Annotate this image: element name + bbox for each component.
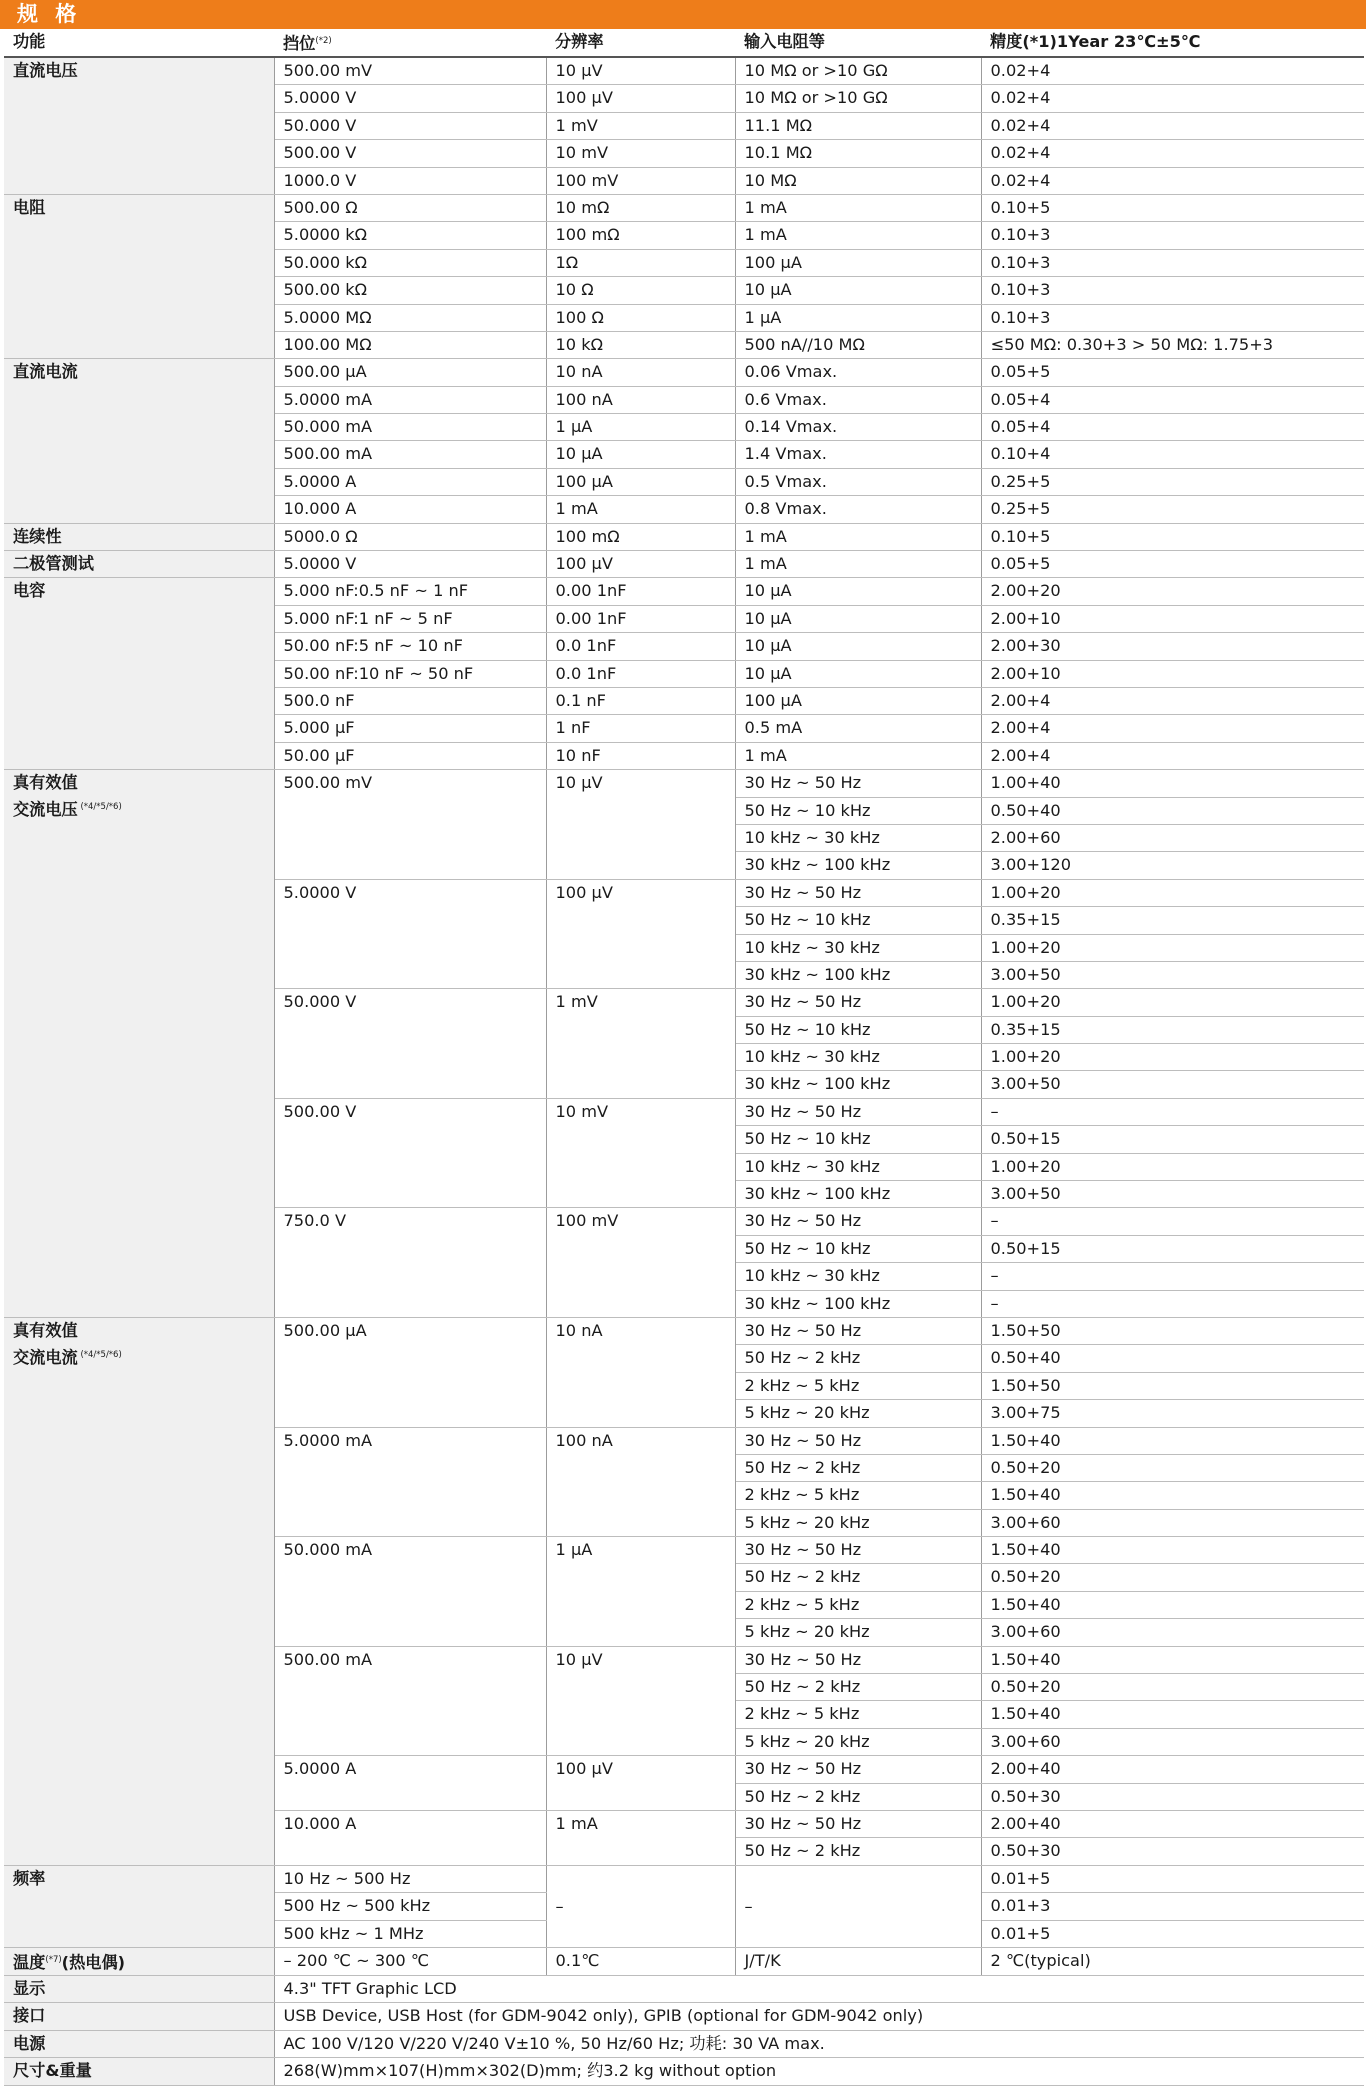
accuracy-cell: 0.02+4 xyxy=(981,140,1364,167)
range-cell: 50.000 kΩ xyxy=(274,249,546,276)
accuracy-cell: 3.00+60 xyxy=(981,1509,1364,1536)
accuracy-cell: 3.00+75 xyxy=(981,1400,1364,1427)
accuracy-cell: 2.00+10 xyxy=(981,605,1364,632)
resolution-cell: 1 mA xyxy=(546,496,735,523)
range-cell: 10.000 A xyxy=(274,1811,546,1866)
resolution-cell: 100 μA xyxy=(546,468,735,495)
resolution-cell: 10 nF xyxy=(546,742,735,769)
input-cell: 1 mA xyxy=(735,551,981,578)
frequency-cell: 50 Hz ~ 2 kHz xyxy=(735,1454,981,1481)
accuracy-cell: – xyxy=(981,1208,1364,1235)
input-cell: 0.6 Vmax. xyxy=(735,386,981,413)
resolution-cell: 100 nA xyxy=(546,386,735,413)
accuracy-cell: 0.10+3 xyxy=(981,277,1364,304)
header-accuracy: 精度(*1)1Year 23℃±5℃ xyxy=(981,29,1364,57)
accuracy-cell: – xyxy=(981,1263,1364,1290)
range-cell: 500 kHz ~ 1 MHz xyxy=(274,1920,546,1947)
frequency-cell: 30 Hz ~ 50 Hz xyxy=(735,1646,981,1673)
resolution-cell: 100 μV xyxy=(546,551,735,578)
page-title: 规 格 xyxy=(17,2,82,26)
accuracy-cell: 2.00+4 xyxy=(981,687,1364,714)
table-row xyxy=(4,2030,1364,2057)
input-cell: 1 mA xyxy=(735,194,981,221)
range-cell: 500.00 Ω xyxy=(274,194,546,221)
accuracy-cell: 1.50+40 xyxy=(981,1591,1364,1618)
range-cell: 10 Hz ~ 500 Hz xyxy=(274,1865,546,1892)
header-row xyxy=(4,29,1364,57)
range-cell: 50.000 V xyxy=(274,989,546,1099)
resolution-cell: 10 mV xyxy=(546,140,735,167)
accuracy-cell: 0.05+4 xyxy=(981,386,1364,413)
accuracy-cell: 2.00+20 xyxy=(981,578,1364,605)
accuracy-cell: 0.05+4 xyxy=(981,414,1364,441)
resolution-cell: 10 Ω xyxy=(546,277,735,304)
accuracy-cell: 3.00+60 xyxy=(981,1619,1364,1646)
resolution-cell: 10 mV xyxy=(546,1098,735,1208)
accuracy-cell: 2.00+4 xyxy=(981,742,1364,769)
input-cell: 500 nA//10 MΩ xyxy=(735,331,981,358)
frequency-cell: 30 Hz ~ 50 Hz xyxy=(735,1811,981,1838)
accuracy-cell: 0.25+5 xyxy=(981,468,1364,495)
frequency-cell: 2 kHz ~ 5 kHz xyxy=(735,1372,981,1399)
capacitance-label: 电容 xyxy=(4,578,274,770)
header-input: 输入电阻等 xyxy=(735,29,981,57)
accuracy-cell: 0.01+5 xyxy=(981,1920,1364,1947)
input-cell: 10 MΩ or >10 GΩ xyxy=(735,85,981,112)
range-cell: 50.00 μF xyxy=(274,742,546,769)
resolution-cell: 100 mΩ xyxy=(546,523,735,550)
frequency-cell: 30 Hz ~ 50 Hz xyxy=(735,1427,981,1454)
range-cell: 50.000 V xyxy=(274,112,546,139)
accuracy-cell: 1.50+50 xyxy=(981,1317,1364,1344)
range-cell: 500.0 nF xyxy=(274,687,546,714)
resolution-cell: 10 μV xyxy=(546,770,735,880)
resolution-cell: 10 nA xyxy=(546,1317,735,1427)
resolution-cell: 0.0 1nF xyxy=(546,633,735,660)
frequency-cell: 50 Hz ~ 2 kHz xyxy=(735,1838,981,1865)
resolution-cell: 10 mΩ xyxy=(546,194,735,221)
table-row xyxy=(4,359,1364,386)
range-cell: 500 Hz ~ 500 kHz xyxy=(274,1893,546,1920)
table-row xyxy=(4,551,1364,578)
resolution-cell: 100 μV xyxy=(546,1756,735,1811)
resolution-cell: 100 nA xyxy=(546,1427,735,1537)
range-cell: 500.00 mA xyxy=(274,1646,546,1756)
frequency-cell: 5 kHz ~ 20 kHz xyxy=(735,1509,981,1536)
accuracy-cell: 2.00+40 xyxy=(981,1811,1364,1838)
table-row xyxy=(4,1317,1364,1344)
range-cell: – 200 ℃ ~ 300 ℃ xyxy=(274,1947,546,1975)
input-cell: 10 μA xyxy=(735,660,981,687)
accuracy-cell: 1.00+20 xyxy=(981,1044,1364,1071)
dcv-label: 直流电压 xyxy=(4,57,274,194)
accuracy-cell: 0.10+3 xyxy=(981,304,1364,331)
resolution-cell: 10 μV xyxy=(546,57,735,85)
resolution-cell: 0.1℃ xyxy=(546,1947,735,1975)
range-cell: 10.000 A xyxy=(274,496,546,523)
frequency-cell: 10 kHz ~ 30 kHz xyxy=(735,824,981,851)
frequency-cell: 50 Hz ~ 10 kHz xyxy=(735,1016,981,1043)
input-cell: 0.5 mA xyxy=(735,715,981,742)
accuracy-cell: 2.00+10 xyxy=(981,660,1364,687)
resolution-cell: – xyxy=(546,1865,735,1947)
range-cell: 5.000 μF xyxy=(274,715,546,742)
input-cell: 0.5 Vmax. xyxy=(735,468,981,495)
frequency-cell: 5 kHz ~ 20 kHz xyxy=(735,1619,981,1646)
accuracy-cell: 2.00+4 xyxy=(981,715,1364,742)
input-cell: 1 μA xyxy=(735,304,981,331)
input-cell: 1 mA xyxy=(735,742,981,769)
range-cell: 5.0000 V xyxy=(274,551,546,578)
range-cell: 5.0000 MΩ xyxy=(274,304,546,331)
accuracy-cell: 0.10+5 xyxy=(981,194,1364,221)
power-value: AC 100 V/120 V/220 V/240 V±10 %, 50 Hz/60 Hz; 功耗: 30 VA max. xyxy=(274,2030,1364,2057)
accuracy-cell: 0.50+40 xyxy=(981,1345,1364,1372)
input-cell: 10 μA xyxy=(735,578,981,605)
resolution-cell: 100 Ω xyxy=(546,304,735,331)
input-cell: 10 MΩ or >10 GΩ xyxy=(735,57,981,85)
frequency-cell: 50 Hz ~ 10 kHz xyxy=(735,1235,981,1262)
range-cell: 500.00 kΩ xyxy=(274,277,546,304)
accuracy-cell: ≤50 MΩ: 0.30+3 > 50 MΩ: 1.75+3 xyxy=(981,331,1364,358)
accuracy-cell: 1.00+40 xyxy=(981,770,1364,797)
accuracy-cell: 0.10+4 xyxy=(981,441,1364,468)
display-label: 显示 xyxy=(4,1975,274,2002)
frequency-cell: 2 kHz ~ 5 kHz xyxy=(735,1591,981,1618)
table-row xyxy=(4,1865,1364,1892)
frequency-cell: 50 Hz ~ 2 kHz xyxy=(735,1345,981,1372)
header-resolution: 分辨率 xyxy=(546,29,735,57)
resistance-label: 电阻 xyxy=(4,194,274,358)
accuracy-cell: 2.00+40 xyxy=(981,1756,1364,1783)
resolution-cell: 10 μA xyxy=(546,441,735,468)
input-cell: 10.1 MΩ xyxy=(735,140,981,167)
input-cell: 10 μA xyxy=(735,605,981,632)
accuracy-cell: 1.50+40 xyxy=(981,1482,1364,1509)
range-cell: 5000.0 Ω xyxy=(274,523,546,550)
accuracy-cell: – xyxy=(981,1098,1364,1125)
accuracy-cell: 0.10+3 xyxy=(981,222,1364,249)
range-cell: 750.0 V xyxy=(274,1208,546,1318)
accuracy-cell: 0.35+15 xyxy=(981,907,1364,934)
range-cell: 5.0000 V xyxy=(274,879,546,989)
range-cell: 500.00 mV xyxy=(274,57,546,85)
range-cell: 5.000 nF:0.5 nF ~ 1 nF xyxy=(274,578,546,605)
accuracy-cell: 0.02+4 xyxy=(981,57,1364,85)
frequency-cell: 50 Hz ~ 2 kHz xyxy=(735,1783,981,1810)
input-cell: 10 μA xyxy=(735,277,981,304)
frequency-cell: 30 Hz ~ 50 Hz xyxy=(735,1098,981,1125)
frequency-cell: 50 Hz ~ 2 kHz xyxy=(735,1674,981,1701)
frequency-label: 频率 xyxy=(4,1865,274,1947)
resolution-cell: 1 mA xyxy=(546,1811,735,1866)
range-cell: 500.00 μA xyxy=(274,359,546,386)
table-row xyxy=(4,2003,1364,2030)
accuracy-cell: 1.00+20 xyxy=(981,879,1364,906)
accuracy-cell: 3.00+120 xyxy=(981,852,1364,879)
frequency-cell: 30 Hz ~ 50 Hz xyxy=(735,1317,981,1344)
resolution-cell: 10 μV xyxy=(546,1646,735,1756)
accuracy-cell: 0.50+30 xyxy=(981,1783,1364,1810)
frequency-cell: 10 kHz ~ 30 kHz xyxy=(735,1044,981,1071)
accuracy-cell: 0.10+3 xyxy=(981,249,1364,276)
resolution-cell: 0.00 1nF xyxy=(546,605,735,632)
range-cell: 500.00 μA xyxy=(274,1317,546,1427)
range-cell: 1000.0 V xyxy=(274,167,546,194)
interface-label: 接口 xyxy=(4,2003,274,2030)
accuracy-cell: 1.50+40 xyxy=(981,1427,1364,1454)
accuracy-cell: 3.00+50 xyxy=(981,1181,1364,1208)
frequency-cell: 30 kHz ~ 100 kHz xyxy=(735,852,981,879)
resolution-cell: 100 mΩ xyxy=(546,222,735,249)
spec-table xyxy=(4,29,1364,2086)
input-cell: 1 mA xyxy=(735,222,981,249)
spec-body xyxy=(4,57,1364,2085)
accuracy-cell: 3.00+50 xyxy=(981,961,1364,988)
range-cell: 500.00 V xyxy=(274,140,546,167)
resolution-cell: 100 μV xyxy=(546,879,735,989)
resolution-cell: 100 μV xyxy=(546,85,735,112)
frequency-cell: 30 Hz ~ 50 Hz xyxy=(735,989,981,1016)
frequency-cell: 30 Hz ~ 50 Hz xyxy=(735,879,981,906)
accuracy-cell: 0.50+40 xyxy=(981,797,1364,824)
accuracy-cell: 0.50+15 xyxy=(981,1235,1364,1262)
accuracy-cell: 1.50+50 xyxy=(981,1372,1364,1399)
range-cell: 5.0000 kΩ xyxy=(274,222,546,249)
accuracy-cell: 0.10+5 xyxy=(981,523,1364,550)
table-row xyxy=(4,578,1364,605)
header-range: 挡位$^{(*2)}$ xyxy=(274,29,546,57)
accuracy-cell: 0.01+3 xyxy=(981,1893,1364,1920)
range-cell: 5.0000 V xyxy=(274,85,546,112)
temperature-label: 温度$^{(*7)}$(热电偶) xyxy=(4,1947,274,1975)
table-row xyxy=(4,1947,1364,1975)
table-row xyxy=(4,57,1364,85)
resolution-cell: 0.00 1nF xyxy=(546,578,735,605)
size-weight-label: 尺寸&重量 xyxy=(4,2058,274,2085)
accuracy-cell: 0.50+15 xyxy=(981,1126,1364,1153)
accuracy-cell: 0.02+4 xyxy=(981,112,1364,139)
input-cell: 0.8 Vmax. xyxy=(735,496,981,523)
frequency-cell: 30 Hz ~ 50 Hz xyxy=(735,770,981,797)
resolution-cell: 0.1 nF xyxy=(546,687,735,714)
frequency-cell: 30 kHz ~ 100 kHz xyxy=(735,1071,981,1098)
table-row xyxy=(4,1975,1364,2002)
accuracy-cell: 3.00+60 xyxy=(981,1728,1364,1755)
frequency-cell: 2 kHz ~ 5 kHz xyxy=(735,1482,981,1509)
acv-label: 真有效值 交流电压 $^{(*4/*5/*6)}$ xyxy=(4,770,274,1318)
resolution-cell: 100 mV xyxy=(546,1208,735,1318)
frequency-cell: 30 kHz ~ 100 kHz xyxy=(735,1181,981,1208)
header-function: 功能 xyxy=(4,29,274,57)
frequency-cell: 50 Hz ~ 2 kHz xyxy=(735,1564,981,1591)
frequency-cell: 30 Hz ~ 50 Hz xyxy=(735,1537,981,1564)
frequency-cell: 50 Hz ~ 10 kHz xyxy=(735,1126,981,1153)
accuracy-cell: 1.50+40 xyxy=(981,1537,1364,1564)
accuracy-cell: 1.00+20 xyxy=(981,989,1364,1016)
resolution-cell: 1 μA xyxy=(546,1537,735,1647)
range-cell: 50.00 nF:10 nF ~ 50 nF xyxy=(274,660,546,687)
frequency-cell: 5 kHz ~ 20 kHz xyxy=(735,1400,981,1427)
accuracy-cell: 2.00+30 xyxy=(981,633,1364,660)
frequency-cell: 2 kHz ~ 5 kHz xyxy=(735,1701,981,1728)
resolution-cell: 10 kΩ xyxy=(546,331,735,358)
accuracy-cell: 2 ℃(typical) xyxy=(981,1947,1364,1975)
input-cell: – xyxy=(735,1865,981,1947)
frequency-cell: 50 Hz ~ 10 kHz xyxy=(735,797,981,824)
frequency-cell: 30 kHz ~ 100 kHz xyxy=(735,1290,981,1317)
size-weight-value: 268(W)mm×107(H)mm×302(D)mm; 约3.2 kg without option xyxy=(274,2058,1364,2085)
resolution-cell: 1 mV xyxy=(546,989,735,1099)
accuracy-cell: 1.50+40 xyxy=(981,1646,1364,1673)
dci-label: 直流电流 xyxy=(4,359,274,523)
accuracy-cell: 0.25+5 xyxy=(981,496,1364,523)
accuracy-cell: 0.05+5 xyxy=(981,551,1364,578)
range-cell: 50.00 nF:5 nF ~ 10 nF xyxy=(274,633,546,660)
frequency-cell: 10 kHz ~ 30 kHz xyxy=(735,934,981,961)
range-cell: 500.00 V xyxy=(274,1098,546,1208)
accuracy-cell: 0.01+5 xyxy=(981,1865,1364,1892)
table-row xyxy=(4,770,1364,797)
resolution-cell: 1Ω xyxy=(546,249,735,276)
range-cell: 50.000 mA xyxy=(274,414,546,441)
accuracy-cell: 0.50+20 xyxy=(981,1564,1364,1591)
frequency-cell: 30 Hz ~ 50 Hz xyxy=(735,1756,981,1783)
accuracy-cell: 0.50+20 xyxy=(981,1454,1364,1481)
continuity-label: 连续性 xyxy=(4,523,274,550)
input-cell: 100 μA xyxy=(735,687,981,714)
range-cell: 5.0000 mA xyxy=(274,1427,546,1537)
input-cell: 100 μA xyxy=(735,249,981,276)
range-cell: 500.00 mA xyxy=(274,441,546,468)
range-cell: 50.000 mA xyxy=(274,1537,546,1647)
power-label: 电源 xyxy=(4,2030,274,2057)
frequency-cell: 10 kHz ~ 30 kHz xyxy=(735,1263,981,1290)
accuracy-cell: 1.50+40 xyxy=(981,1701,1364,1728)
input-cell: J/T/K xyxy=(735,1947,981,1975)
resolution-cell: 100 mV xyxy=(546,167,735,194)
range-cell: 500.00 mV xyxy=(274,770,546,880)
accuracy-cell: 2.00+60 xyxy=(981,824,1364,851)
input-cell: 0.14 Vmax. xyxy=(735,414,981,441)
accuracy-cell: 1.00+20 xyxy=(981,934,1364,961)
interface-value: USB Device, USB Host (for GDM-9042 only), GPIB (optional for GDM-9042 only) xyxy=(274,2003,1364,2030)
frequency-cell: 30 kHz ~ 100 kHz xyxy=(735,961,981,988)
accuracy-cell: 0.50+20 xyxy=(981,1674,1364,1701)
resolution-cell: 1 μA xyxy=(546,414,735,441)
frequency-cell: 30 Hz ~ 50 Hz xyxy=(735,1208,981,1235)
display-value: 4.3" TFT Graphic LCD xyxy=(274,1975,1364,2002)
input-cell: 1 mA xyxy=(735,523,981,550)
input-cell: 1.4 Vmax. xyxy=(735,441,981,468)
input-cell: 11.1 MΩ xyxy=(735,112,981,139)
aci-label: 真有效值 交流电流 $^{(*4/*5/*6)}$ xyxy=(4,1317,274,1865)
diode-label: 二极管测试 xyxy=(4,551,274,578)
range-cell: 100.00 MΩ xyxy=(274,331,546,358)
range-cell: 5.000 nF:1 nF ~ 5 nF xyxy=(274,605,546,632)
accuracy-cell: 3.00+50 xyxy=(981,1071,1364,1098)
range-cell: 5.0000 mA xyxy=(274,386,546,413)
table-row xyxy=(4,523,1364,550)
frequency-cell: 5 kHz ~ 20 kHz xyxy=(735,1728,981,1755)
accuracy-cell: 0.35+15 xyxy=(981,1016,1364,1043)
accuracy-cell: 0.05+5 xyxy=(981,359,1364,386)
accuracy-cell: 1.00+20 xyxy=(981,1153,1364,1180)
table-row xyxy=(4,2058,1364,2085)
accuracy-cell: 0.50+30 xyxy=(981,1838,1364,1865)
accuracy-cell: 0.02+4 xyxy=(981,85,1364,112)
range-cell: 5.0000 A xyxy=(274,1756,546,1811)
title-banner xyxy=(0,0,1366,29)
resolution-cell: 10 nA xyxy=(546,359,735,386)
frequency-cell: 10 kHz ~ 30 kHz xyxy=(735,1153,981,1180)
input-cell: 10 MΩ xyxy=(735,167,981,194)
accuracy-cell: 0.02+4 xyxy=(981,167,1364,194)
resolution-cell: 1 nF xyxy=(546,715,735,742)
input-cell: 0.06 Vmax. xyxy=(735,359,981,386)
input-cell: 10 μA xyxy=(735,633,981,660)
table-row xyxy=(4,194,1364,221)
accuracy-cell: – xyxy=(981,1290,1364,1317)
frequency-cell: 50 Hz ~ 10 kHz xyxy=(735,907,981,934)
range-cell: 5.0000 A xyxy=(274,468,546,495)
resolution-cell: 1 mV xyxy=(546,112,735,139)
resolution-cell: 0.0 1nF xyxy=(546,660,735,687)
